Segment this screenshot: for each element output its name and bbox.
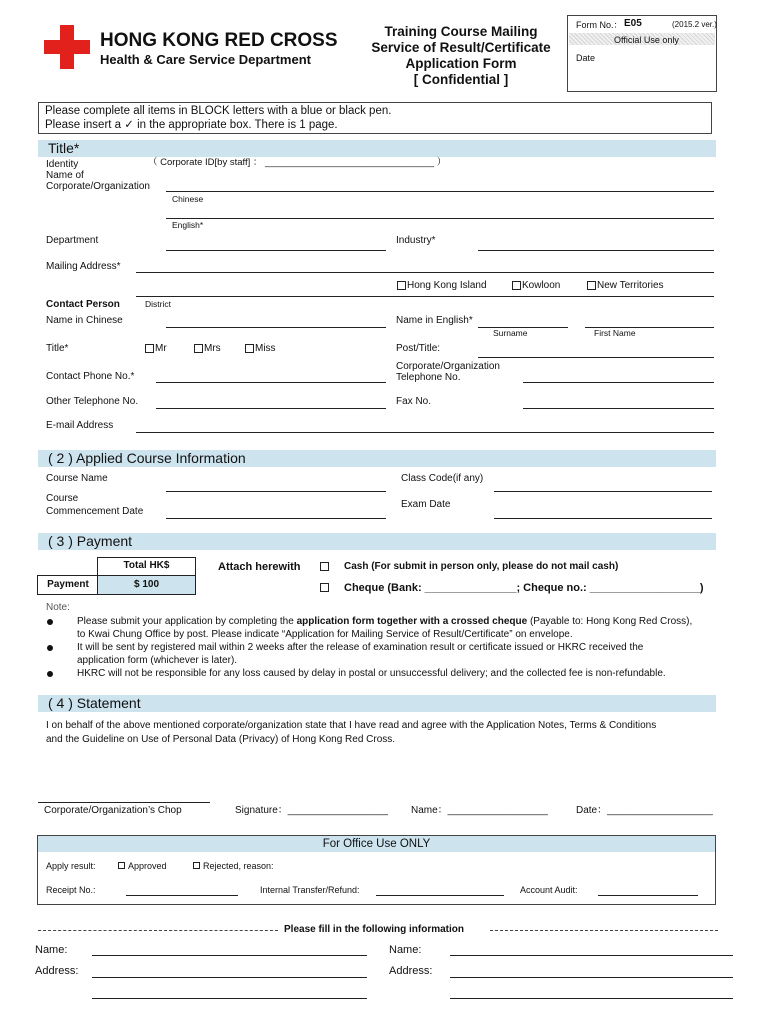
note-1-part: (Payable to: Hong Kong Red Cross), bbox=[527, 616, 693, 627]
miss-label: Miss bbox=[255, 343, 276, 354]
office-use-header bbox=[38, 836, 715, 852]
cash-checkbox[interactable] bbox=[320, 562, 329, 571]
total-cell bbox=[97, 557, 196, 576]
miss-checkbox[interactable] bbox=[245, 344, 254, 353]
office-use-title: For Office Use ONLY bbox=[322, 838, 431, 850]
section-title: ( 3 ) Payment bbox=[48, 533, 133, 549]
form-version: (2015.2 ver.) bbox=[672, 20, 717, 29]
name-english-label: Name in English* bbox=[396, 315, 473, 326]
official-use-box bbox=[567, 15, 717, 92]
recipient-name-label-2: Name: bbox=[389, 944, 422, 956]
note-1 bbox=[77, 616, 692, 628]
name-field[interactable]: Name：__________________ bbox=[411, 805, 548, 816]
section-3-header bbox=[38, 533, 716, 550]
mr-checkbox[interactable] bbox=[145, 344, 154, 353]
form-no-label: Form No.： bbox=[576, 20, 623, 30]
total-label: Total HK$ bbox=[123, 560, 170, 571]
mrs-checkbox[interactable] bbox=[194, 344, 203, 353]
cut-line-right bbox=[490, 930, 718, 931]
org-name: HONG KONG RED CROSS bbox=[100, 30, 338, 51]
address-label-2: Address: bbox=[389, 965, 433, 977]
red-cross-logo bbox=[44, 25, 90, 69]
mr-label: Mr bbox=[155, 343, 167, 354]
mrs-label: Mrs bbox=[204, 343, 221, 354]
form-title bbox=[356, 24, 566, 88]
payment-cell bbox=[37, 575, 99, 595]
address-input-2b[interactable] bbox=[450, 988, 733, 999]
fill-in-title: Please fill in the following information bbox=[284, 924, 465, 935]
kowloon-label: Kowloon bbox=[522, 280, 561, 291]
bullet-icon bbox=[47, 671, 53, 677]
chop-line bbox=[38, 802, 210, 803]
instruction-line-2: Please insert a ✓ in the appropriate box. There is 1 page. bbox=[45, 119, 338, 131]
statement-line-1: I on behalf of the above mentioned corporate/organization state that I have read and agree with the Application Notes, Terms & Conditions bbox=[46, 720, 657, 731]
industry-label: Industry* bbox=[396, 235, 436, 246]
section-1-header bbox=[38, 140, 716, 157]
receipt-no-line bbox=[126, 895, 238, 896]
cheque-checkbox[interactable] bbox=[320, 583, 329, 592]
fax-label: Fax No. bbox=[396, 396, 432, 407]
account-audit-label: Account Audit: bbox=[520, 885, 578, 895]
name-of-label: Name of bbox=[46, 170, 84, 181]
course-name-label: Course Name bbox=[46, 473, 108, 484]
address-input-2a[interactable] bbox=[450, 967, 733, 978]
hong-kong-island-checkbox[interactable] bbox=[397, 281, 406, 290]
district-line bbox=[136, 296, 714, 297]
contact-phone-label: Contact Phone No.* bbox=[46, 371, 135, 382]
account-audit-line bbox=[598, 895, 698, 896]
first-name-label: First Name bbox=[594, 328, 636, 338]
hong-kong-island-label: Hong Kong Island bbox=[407, 280, 487, 291]
corp-telephone-label-1: Corporate/Organization bbox=[396, 361, 500, 372]
contact-person-label: Contact Person bbox=[46, 299, 120, 310]
email-label: E-mail Address bbox=[46, 420, 114, 431]
receipt-no-label: Receipt No.: bbox=[46, 885, 96, 895]
statement-line-2: and the Guideline on Use of Personal Data (Privacy) of Hong Kong Red Cross. bbox=[46, 734, 396, 745]
approved-label: Approved bbox=[128, 861, 167, 871]
title-label: Title* bbox=[46, 343, 69, 354]
recipient-name-label-1: Name: bbox=[35, 944, 68, 956]
address-label-1: Address: bbox=[35, 965, 79, 977]
office-use-box bbox=[37, 835, 716, 905]
post-title-label: Post/Title: bbox=[396, 343, 441, 354]
email-input[interactable] bbox=[136, 422, 714, 433]
department-input[interactable] bbox=[166, 240, 386, 251]
class-code-label: Class Code(if any) bbox=[401, 473, 484, 484]
section-2-header bbox=[38, 450, 716, 467]
corporate-id-label: （ Corporate ID[by staff] ： ________________________________ ） bbox=[148, 157, 447, 168]
note-3: HKRC will not be responsible for any loss caused by delay in postal or unsuccessful delivery; and the collected fee is non-refundable. bbox=[77, 668, 666, 679]
recipient-name-input-2[interactable] bbox=[450, 945, 733, 956]
section-title: ( 4 ) Statement bbox=[48, 695, 141, 711]
department-name: Health & Care Service Department bbox=[100, 52, 311, 67]
other-telephone-label: Other Telephone No. bbox=[46, 396, 139, 407]
internal-transfer-label: Internal Transfer/Refund: bbox=[260, 885, 360, 895]
name-chinese-input[interactable] bbox=[166, 317, 386, 328]
cheque-label: Cheque (Bank: _______________; Cheque no.: __________________) bbox=[344, 582, 704, 594]
note-1-part: Please submit your application by completing the bbox=[77, 616, 297, 627]
date-field[interactable]: Date：___________________ bbox=[576, 805, 713, 816]
chop-label: Corporate/Organization’s Chop bbox=[44, 805, 182, 816]
new-territories-label: New Territories bbox=[597, 280, 664, 291]
form-title-line: Application Form bbox=[405, 56, 517, 71]
approved-checkbox[interactable] bbox=[118, 862, 125, 869]
course-name-input[interactable] bbox=[166, 481, 386, 492]
note-1-cont: to Kwai Chung Office by post. Please indicate “Application for Mailing Service of Result/Certificate” on envelope. bbox=[77, 629, 573, 640]
recipient-name-input-1[interactable] bbox=[92, 945, 367, 956]
note-label: Note: bbox=[46, 602, 70, 613]
department-label: Department bbox=[46, 235, 99, 246]
corporate-org-label: Corporate/Organization bbox=[46, 181, 150, 192]
fax-input[interactable] bbox=[523, 398, 714, 409]
exam-date-label: Exam Date bbox=[401, 499, 451, 510]
kowloon-checkbox[interactable] bbox=[512, 281, 521, 290]
address-input-1b[interactable] bbox=[92, 988, 367, 999]
class-code-input[interactable] bbox=[494, 481, 712, 492]
contact-phone-input[interactable] bbox=[156, 372, 386, 383]
cash-label: Cash (For submit in person only, please do not mail cash) bbox=[344, 561, 619, 572]
address-input-1a[interactable] bbox=[92, 967, 367, 978]
corp-telephone-label-2: Telephone No. bbox=[396, 372, 461, 383]
corp-telephone-input[interactable] bbox=[523, 372, 714, 383]
internal-transfer-line bbox=[376, 895, 504, 896]
official-use-label: Official Use only bbox=[614, 35, 679, 45]
name-chinese-label: Name in Chinese bbox=[46, 315, 123, 326]
industry-input[interactable] bbox=[478, 240, 714, 251]
english-label: English* bbox=[172, 220, 204, 230]
bullet-icon bbox=[47, 645, 53, 651]
form-no: E05 bbox=[624, 18, 642, 29]
post-title-input[interactable] bbox=[478, 347, 714, 358]
note-1-bold: application form together with a crossed cheque bbox=[296, 616, 528, 627]
section-4-header bbox=[38, 695, 716, 712]
date-label: Date bbox=[576, 53, 596, 63]
corporate-name-chinese-input[interactable] bbox=[166, 181, 714, 192]
course-label: Course bbox=[46, 493, 79, 504]
commencement-date-label: Commencement Date bbox=[46, 506, 144, 517]
commencement-date-input[interactable] bbox=[166, 508, 386, 519]
exam-date-input[interactable] bbox=[494, 508, 712, 519]
payment-table bbox=[37, 557, 195, 597]
corporate-name-english-input[interactable] bbox=[166, 208, 714, 219]
bullet-icon bbox=[47, 619, 53, 625]
form-title-line: Service of Result/Certificate bbox=[371, 40, 551, 55]
new-territories-checkbox[interactable] bbox=[587, 281, 596, 290]
note-2-cont: application form (whichever is later). bbox=[77, 655, 238, 666]
section-title: ( 2 ) Applied Course Information bbox=[48, 450, 246, 466]
payment-label: Payment bbox=[47, 579, 89, 590]
amount-cell bbox=[97, 575, 196, 595]
section-title: Title* bbox=[48, 140, 80, 156]
chinese-label: Chinese bbox=[172, 194, 204, 204]
note-2: It will be sent by registered mail within 2 weeks after the release of examination result or certificate issued or HKRC received the bbox=[77, 642, 644, 653]
other-telephone-input[interactable] bbox=[156, 398, 386, 409]
rejected-label: Rejected, reason: bbox=[203, 861, 274, 871]
mailing-address-label: Mailing Address* bbox=[46, 261, 121, 272]
district-label: District bbox=[145, 299, 171, 309]
form-title-line: Training Course Mailing bbox=[384, 24, 538, 39]
attach-herewith-label: Attach herewith bbox=[218, 561, 301, 573]
form-title-line: [ Confidential ] bbox=[413, 72, 509, 87]
cut-line-left bbox=[38, 930, 278, 931]
rejected-checkbox[interactable] bbox=[193, 862, 200, 869]
apply-result-label: Apply result: bbox=[46, 861, 96, 871]
amount-value: $ 100 bbox=[133, 579, 160, 590]
surname-label: Surname bbox=[493, 328, 528, 338]
instructions-box bbox=[38, 102, 712, 134]
signature-field[interactable]: Signature：__________________ bbox=[235, 805, 388, 816]
instruction-line-1: Please complete all items in BLOCK letters with a blue or black pen. bbox=[45, 105, 392, 117]
identity-label: Identity bbox=[46, 159, 79, 170]
mailing-address-input[interactable] bbox=[136, 262, 714, 273]
